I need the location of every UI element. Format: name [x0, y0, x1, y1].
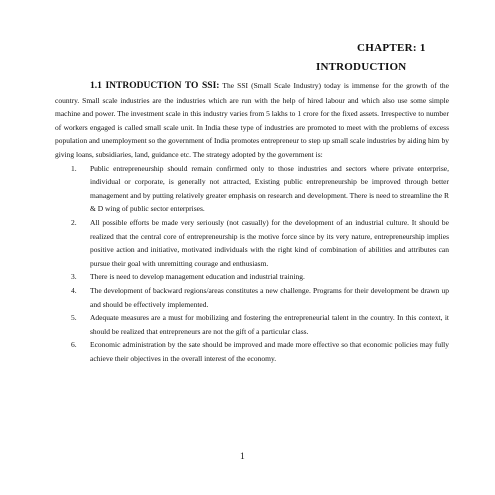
list-number: 5.: [71, 313, 77, 323]
list-item: [55, 284, 449, 311]
list-text: Economic administration by the sate should be improved and made more effective so that economic policies may fully achieve their objectives in the overall interest of the economy.: [90, 340, 449, 363]
list-number: 4.: [71, 285, 77, 295]
page-number: 1: [240, 452, 245, 462]
chapter-title: INTRODUCTION: [316, 61, 407, 73]
list-item: [55, 216, 449, 270]
strategy-list: [55, 162, 449, 366]
list-item: [55, 338, 449, 365]
body-text: [55, 79, 449, 365]
intro-paragraph: [55, 79, 449, 162]
intro-text: The SSI (Small Scale Industry) today is immense for the growth of the country. Small scale industries are the industries which are run with the help of hired labour and which also use some simple machine and power. The investment scale in this industry varies from 5 lakhs to 1 crore for the fixed assets. Irrespective to number of workers engaged is called small scale unit. In India these type of industries are promoted to meet with the problems of excess population and unemployment so the government of India promotes entrepreneur to step up small scale industries by aiding him by giving loans, subsidiaries, land, guidance etc. The strategy adopted by the government is:: [55, 81, 449, 159]
list-text: All possible efforts be made very seriously (not casually) for the development of an industrial culture. It should be realized that the central core of entrepreneurship is the motive force since by its very nature, entrepreneurship implies positive action and initiative, motivated individuals with the right kind of combination of abilities and attributes can pursue their goal with unremitting courage and enthusiasm.: [90, 217, 449, 268]
list-text: The development of backward regions/areas constitutes a new challenge. Programs for their development be drawn up and should be effectively implemented.: [90, 285, 449, 309]
list-number: 6.: [71, 340, 77, 350]
list-item: [55, 311, 449, 338]
list-number: 1.: [71, 163, 77, 173]
list-text: Adequate measures are a must for mobilizing and fostering the entrepreneurial talent in the country. In this context, it should be realized that entrepreneurs are not the gift of a particular class.: [90, 313, 449, 336]
list-text: There is need to develop management education and industrial training.: [90, 272, 305, 282]
list-number: 3.: [71, 272, 77, 282]
list-text: Public entrepreneurship should remain confirmed only to those industries and sectors where private enterprise, individual or corporate, is generally not attracted, Existing public entrepreneurship be improved through better management and by putting relatively greater emphasis on research and development. There is need to streamline the R & D wing of public sector enterprises.: [90, 163, 449, 214]
list-number: 2.: [71, 217, 77, 227]
section-heading: 1.1 INTRODUCTION TO SSI:: [90, 81, 220, 91]
list-item: [55, 162, 449, 216]
list-item: [55, 270, 449, 284]
chapter-label: CHAPTER: 1: [357, 42, 426, 54]
